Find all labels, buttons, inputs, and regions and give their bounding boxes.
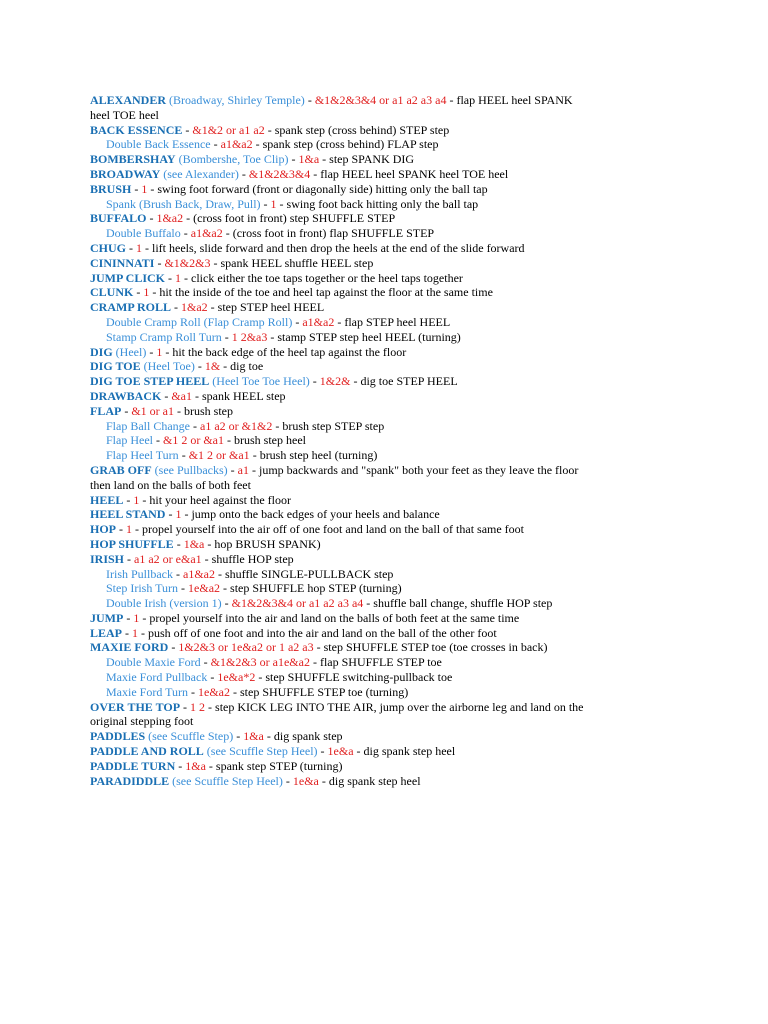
step-description: hit your heel against the floor <box>149 492 291 507</box>
step-name: CRAMP ROLL <box>90 300 171 315</box>
step-description: lift heels, slide forward and then drop the heels at the end of the slide forward <box>152 240 525 255</box>
step-count: &1&2&3&4 or a1 a2 a3 a4 <box>231 596 364 611</box>
step-name: LEAP <box>90 625 123 640</box>
step-alias: (see Scuffle Step Heel) <box>172 773 283 788</box>
step-count: 1&a <box>185 758 206 773</box>
step-name: JUMP CLICK <box>90 270 165 285</box>
step-count: a1&a2 <box>302 314 335 329</box>
step-count: &1&2&3&4 <box>248 166 311 181</box>
glossary-entry: HEEL - 1 - hit your heel against the floor <box>90 492 291 507</box>
glossary-entry: MAXIE FORD - 1&2&3 or 1e&a2 or 1 a2 a3 - step SHUFFLE STEP toe (toe crosses in back) <box>90 640 548 655</box>
step-name: BUFFALO <box>90 211 147 226</box>
glossary-entry: JUMP - 1 - propel yourself into the air and land on the balls of both feet at the same time <box>90 610 520 625</box>
glossary-entry: GRAB OFF (see Pullbacks) - a1 - jump backwards and "spank" both your feet as they leave the floor then land on the balls of both feet <box>90 462 579 492</box>
glossary-variant: Maxie Ford Turn - 1e&a2 - step SHUFFLE STEP toe (turning) <box>106 684 409 699</box>
step-count: &1 or a1 <box>131 403 174 418</box>
step-description: flap HEEL heel SPANK heel TOE heel <box>320 166 509 181</box>
step-description: jump onto the back edges of your heels and balance <box>191 507 440 522</box>
glossary-variant: Spank (Brush Back, Draw, Pull) - 1 - swing foot back hitting only the ball tap <box>106 196 479 211</box>
glossary-variant: Flap Heel - &1 2 or &a1 - brush step heel <box>106 433 306 448</box>
step-count: 1&a2 <box>156 211 184 226</box>
step-description: brush step STEP step <box>282 418 385 433</box>
glossary-variant: Flap Ball Change - a1 a2 or &1&2 - brush step STEP step <box>106 418 385 433</box>
step-count: 1& <box>204 359 221 374</box>
glossary-entry: DIG TOE STEP HEEL (Heel Toe Toe Heel) - 1&2& - dig toe STEP HEEL <box>90 374 458 389</box>
step-count: 1 2 <box>190 699 206 714</box>
step-count: 1e&a*2 <box>217 670 256 685</box>
step-name: Spank <box>106 196 136 211</box>
step-count: 1&2&3 or 1e&a2 or 1 a2 a3 <box>178 640 314 655</box>
step-name: Step Irish Turn <box>106 581 179 596</box>
glossary-entry: DRAWBACK - &a1 - spank HEEL step <box>90 388 286 403</box>
step-name: PADDLE TURN <box>90 758 176 773</box>
step-alias: (see Scuffle Step Heel) <box>206 744 318 759</box>
step-description: hit the back edge of the heel tap against the floor <box>172 344 407 359</box>
step-alias: (Heel Toe Toe Heel) <box>212 374 310 389</box>
step-description: swing foot back hitting only the ball tap <box>286 196 479 211</box>
step-count: 1 <box>132 625 139 640</box>
glossary-variant: Irish Pullback - a1&a2 - shuffle SINGLE-PULLBACK step <box>106 566 394 581</box>
step-count: 1&a <box>243 729 264 744</box>
step-name: Irish Pullback <box>106 566 173 581</box>
step-count: 1e&a2 <box>188 581 221 596</box>
step-count: &1&2 or a1 a2 <box>192 122 265 137</box>
step-description: step SPANK DIG <box>329 152 415 167</box>
step-description: shuffle SINGLE-PULLBACK step <box>225 566 394 581</box>
step-name: Double Irish (version 1) <box>106 596 222 611</box>
glossary-entry: DIG TOE (Heel Toe) - 1& - dig toe <box>90 359 264 374</box>
step-description: click either the toe taps together or the heel taps together <box>191 270 463 285</box>
step-count: 1 <box>270 196 277 211</box>
step-alias: (see Pullbacks) <box>154 462 228 477</box>
step-description: step KICK LEG INTO THE AIR, jump over the airborne leg and land on the original stepping foot <box>90 699 584 729</box>
step-count: 1e&a <box>292 773 319 788</box>
step-name: Stamp Cramp Roll Turn <box>106 329 222 344</box>
step-name: HOP <box>90 522 116 537</box>
step-name: Flap Heel <box>106 433 153 448</box>
glossary-entry: FLAP - &1 or a1 - brush step <box>90 403 233 418</box>
step-description: brush step heel (turning) <box>259 448 378 463</box>
step-name: OVER THE TOP <box>90 699 181 714</box>
step-name: IRISH <box>90 551 125 566</box>
step-description: spank HEEL shuffle HEEL step <box>220 255 374 270</box>
step-count: &1&2&3 <box>164 255 211 270</box>
step-count: 1&a <box>183 536 205 551</box>
step-name: DRAWBACK <box>90 388 162 403</box>
step-description: propel yourself into the air off of one foot and land on the ball of that same foot <box>142 522 525 537</box>
glossary-entry: OVER THE TOP - 1 2 - step KICK LEG INTO THE AIR, jump over the airborne leg and land on the original stepping foot <box>90 699 584 729</box>
glossary-entry: HEEL STAND - 1 - jump onto the back edges of your heels and balance <box>90 507 440 522</box>
step-description: hit the inside of the toe and heel tap against the floor at the same time <box>159 285 493 300</box>
step-description: hop BRUSH SPANK) <box>214 536 321 551</box>
step-count: 1 <box>156 344 163 359</box>
glossary-entry: LEAP - 1 - push off of one foot and into the air and land on the ball of the other foot <box>90 625 497 640</box>
step-description: flap SHUFFLE STEP toe <box>319 655 442 670</box>
step-description: (cross foot in front) flap SHUFFLE STEP <box>232 226 435 241</box>
step-name: GRAB OFF <box>90 462 152 477</box>
glossary-variant: Double Maxie Ford - &1&2&3 or a1e&a2 - flap SHUFFLE STEP toe <box>106 655 442 670</box>
step-alias: (Heel Toe) <box>143 359 195 374</box>
step-name: HEEL STAND <box>90 507 166 522</box>
glossary-entry: CRAMP ROLL - 1&a2 - step STEP heel HEEL <box>90 300 325 315</box>
step-name: Maxie Ford Pullback <box>106 670 208 685</box>
step-name: PADDLE AND ROLL <box>90 744 204 759</box>
step-alias: (Broadway, Shirley Temple) <box>169 93 305 107</box>
step-count: 1&2& <box>319 374 351 389</box>
step-description: swing foot forward (front or diagonally side) hitting only the ball tap <box>157 181 488 196</box>
step-count: 1 <box>126 522 132 537</box>
glossary-variant: Stamp Cramp Roll Turn - 1 2&a3 - stamp STEP step heel HEEL (turning) <box>106 329 461 344</box>
step-count: &1&2&3&4 or a1 a2 a3 a4 <box>314 93 447 107</box>
step-name: DIG TOE <box>90 359 141 374</box>
step-name: ALEXANDER <box>90 93 167 107</box>
glossary-variant: Double Irish (version 1) - &1&2&3&4 or a1 a2 a3 a4 - shuffle ball change, shuffle HOP step <box>106 596 553 611</box>
step-count: &a1 <box>171 388 193 403</box>
step-alias: (see Scuffle Step) <box>148 729 234 744</box>
step-description: (cross foot in front) step SHUFFLE STEP <box>193 211 396 226</box>
step-name: Double Maxie Ford <box>106 655 201 670</box>
step-description: shuffle HOP step <box>211 551 294 566</box>
step-count: a1 a2 or e&a1 <box>134 551 202 566</box>
step-count: 1 <box>136 240 142 255</box>
step-name: DIG <box>90 344 113 359</box>
glossary-entry: DIG (Heel) - 1 - hit the back edge of the heel tap against the floor <box>90 344 407 359</box>
step-name: BROADWAY <box>90 166 161 181</box>
step-count: 1 <box>133 610 140 625</box>
step-name: Flap Ball Change <box>106 418 190 433</box>
step-name: BRUSH <box>90 181 132 196</box>
step-description: step SHUFFLE hop STEP (turning) <box>230 581 402 596</box>
step-count: &1 2 or &a1 <box>188 448 250 463</box>
step-description: spank step (cross behind) FLAP step <box>262 137 439 152</box>
step-name: MAXIE FORD <box>90 640 169 655</box>
step-name: CLUNK <box>90 285 134 300</box>
step-count: 1e&a <box>327 744 354 759</box>
glossary-entry: BOMBERSHAY (Bombershe, Toe Clip) - 1&a - step SPANK DIG <box>90 152 415 167</box>
glossary-entry: PARADIDDLE (see Scuffle Step Heel) - 1e&a - dig spank step heel <box>90 773 421 788</box>
step-name: Maxie Ford Turn <box>106 684 189 699</box>
step-count: 1 <box>175 270 181 285</box>
step-description: dig spank step <box>273 729 343 744</box>
glossary-variant: Maxie Ford Pullback - 1e&a*2 - step SHUFFLE switching-pullback toe <box>106 670 453 685</box>
glossary-entry: BROADWAY (see Alexander) - &1&2&3&4 - flap HEEL heel SPANK heel TOE heel <box>90 166 509 181</box>
step-count: a1&a2 <box>220 137 253 152</box>
step-description: spank step STEP (turning) <box>215 758 343 773</box>
step-name: Double Cramp Roll (Flap Cramp Roll) <box>106 314 293 329</box>
step-description: shuffle ball change, shuffle HOP step <box>373 596 553 611</box>
step-alias: (see Alexander) <box>163 166 239 181</box>
step-count: 1 <box>143 285 150 300</box>
glossary-variant: Step Irish Turn - 1e&a2 - step SHUFFLE hop STEP (turning) <box>106 581 402 596</box>
step-description: brush step heel <box>234 433 306 448</box>
step-count: a1 <box>237 462 249 477</box>
step-description: push off of one foot and into the air and land on the ball of the other foot <box>148 625 497 640</box>
step-count: &1&2&3 or a1e&a2 <box>210 655 310 670</box>
step-name: HEEL <box>90 492 124 507</box>
step-count: &1 2 or &a1 <box>163 433 224 448</box>
step-description: dig spank step heel <box>328 773 421 788</box>
glossary-entry: CININNATI - &1&2&3 - spank HEEL shuffle HEEL step <box>90 255 374 270</box>
step-name: CHUG <box>90 240 126 255</box>
glossary-variant: Double Buffalo - a1&a2 - (cross foot in front) flap SHUFFLE STEP <box>106 226 435 241</box>
step-alias: (Heel) <box>115 344 147 359</box>
step-count: a1 a2 or &1&2 <box>200 418 273 433</box>
step-name: BACK ESSENCE <box>90 122 183 137</box>
glossary-entry: CLUNK - 1 - hit the inside of the toe and heel tap against the floor at the same time <box>90 285 493 300</box>
glossary-document <box>90 93 590 788</box>
step-count: 1&a <box>298 152 320 167</box>
step-description: propel yourself into the air and land on the balls of both feet at the same time <box>149 610 520 625</box>
step-count: a1&a2 <box>183 566 215 581</box>
step-count: 1 <box>133 492 140 507</box>
glossary-variant: Flap Heel Turn - &1 2 or &a1 - brush step heel (turning) <box>106 448 378 463</box>
glossary-entry: BACK ESSENCE - &1&2 or a1 a2 - spank step (cross behind) STEP step <box>90 122 450 137</box>
step-description: step STEP heel HEEL <box>217 300 325 315</box>
glossary-entry: PADDLES (see Scuffle Step) - 1&a - dig spank step <box>90 729 343 744</box>
step-description: spank HEEL step <box>202 388 286 403</box>
step-description: spank step (cross behind) STEP step <box>274 122 450 137</box>
step-name: Double Back Essence <box>106 137 211 152</box>
step-description: dig toe STEP HEEL <box>360 374 458 389</box>
step-name: PARADIDDLE <box>90 773 170 788</box>
step-name: BOMBERSHAY <box>90 152 176 167</box>
step-count: 1 2&a3 <box>231 329 268 344</box>
step-description: flap STEP heel HEEL <box>344 314 451 329</box>
step-name: CININNATI <box>90 255 155 270</box>
step-description: step SHUFFLE switching-pullback toe <box>265 670 453 685</box>
step-count: 1&a2 <box>181 300 208 315</box>
glossary-entry: BUFFALO - 1&a2 - (cross foot in front) step SHUFFLE STEP <box>90 211 396 226</box>
step-description: jump backwards and "spank" both your feet as they leave the floor then land on the balls of both feet <box>90 462 579 492</box>
step-name: FLAP <box>90 403 122 418</box>
step-description: dig spank step heel <box>363 744 456 759</box>
step-name: DIG TOE STEP HEEL <box>90 374 210 389</box>
glossary-entry: BRUSH - 1 - swing foot forward (front or diagonally side) hitting only the ball tap <box>90 181 488 196</box>
glossary-entry: HOP SHUFFLE - 1&a - hop BRUSH SPANK) <box>90 536 321 551</box>
step-count: 1 <box>141 181 148 196</box>
step-name: JUMP <box>90 610 124 625</box>
glossary-entry: CHUG - 1 - lift heels, slide forward and then drop the heels at the end of the slide forward <box>90 240 525 255</box>
step-description: dig toe <box>230 359 264 374</box>
glossary-variant: Double Cramp Roll (Flap Cramp Roll) - a1&a2 - flap STEP heel HEEL <box>106 314 451 329</box>
step-description: flap HEEL heel SPANK heel TOE heel <box>90 93 573 122</box>
glossary-entry: PADDLE AND ROLL (see Scuffle Step Heel) - 1e&a - dig spank step heel <box>90 744 456 759</box>
step-count: a1&a2 <box>190 226 223 241</box>
step-description: step SHUFFLE STEP toe (toe crosses in back) <box>323 640 548 655</box>
step-name: Double Buffalo <box>106 226 181 241</box>
step-description: stamp STEP step heel HEEL (turning) <box>277 329 461 344</box>
glossary-entry: PADDLE TURN - 1&a - spank step STEP (turning) <box>90 758 343 773</box>
step-description: step SHUFFLE STEP toe (turning) <box>240 684 409 699</box>
step-count: 1 <box>175 507 182 522</box>
step-count: 1e&a2 <box>198 684 231 699</box>
step-description: brush step <box>184 403 233 418</box>
step-name: PADDLES <box>90 729 146 744</box>
step-alias: (Brush Back, Draw, Pull) <box>139 196 261 211</box>
glossary-entry: JUMP CLICK - 1 - click either the toe taps together or the heel taps together <box>90 270 463 285</box>
glossary-entry: IRISH - a1 a2 or e&a1 - shuffle HOP step <box>90 551 294 566</box>
glossary-variant: Double Back Essence - a1&a2 - spank step (cross behind) FLAP step <box>106 137 439 152</box>
glossary-entry: HOP - 1 - propel yourself into the air off of one foot and land on the ball of that same foot <box>90 522 525 537</box>
step-alias: (Bombershe, Toe Clip) <box>178 152 289 167</box>
step-name: Flap Heel Turn <box>106 448 179 463</box>
glossary-entry: ALEXANDER (Broadway, Shirley Temple) - &1&2&3&4 or a1 a2 a3 a4 - flap HEEL heel SPANK heel TOE heel <box>90 93 573 122</box>
step-name: HOP SHUFFLE <box>90 536 174 551</box>
